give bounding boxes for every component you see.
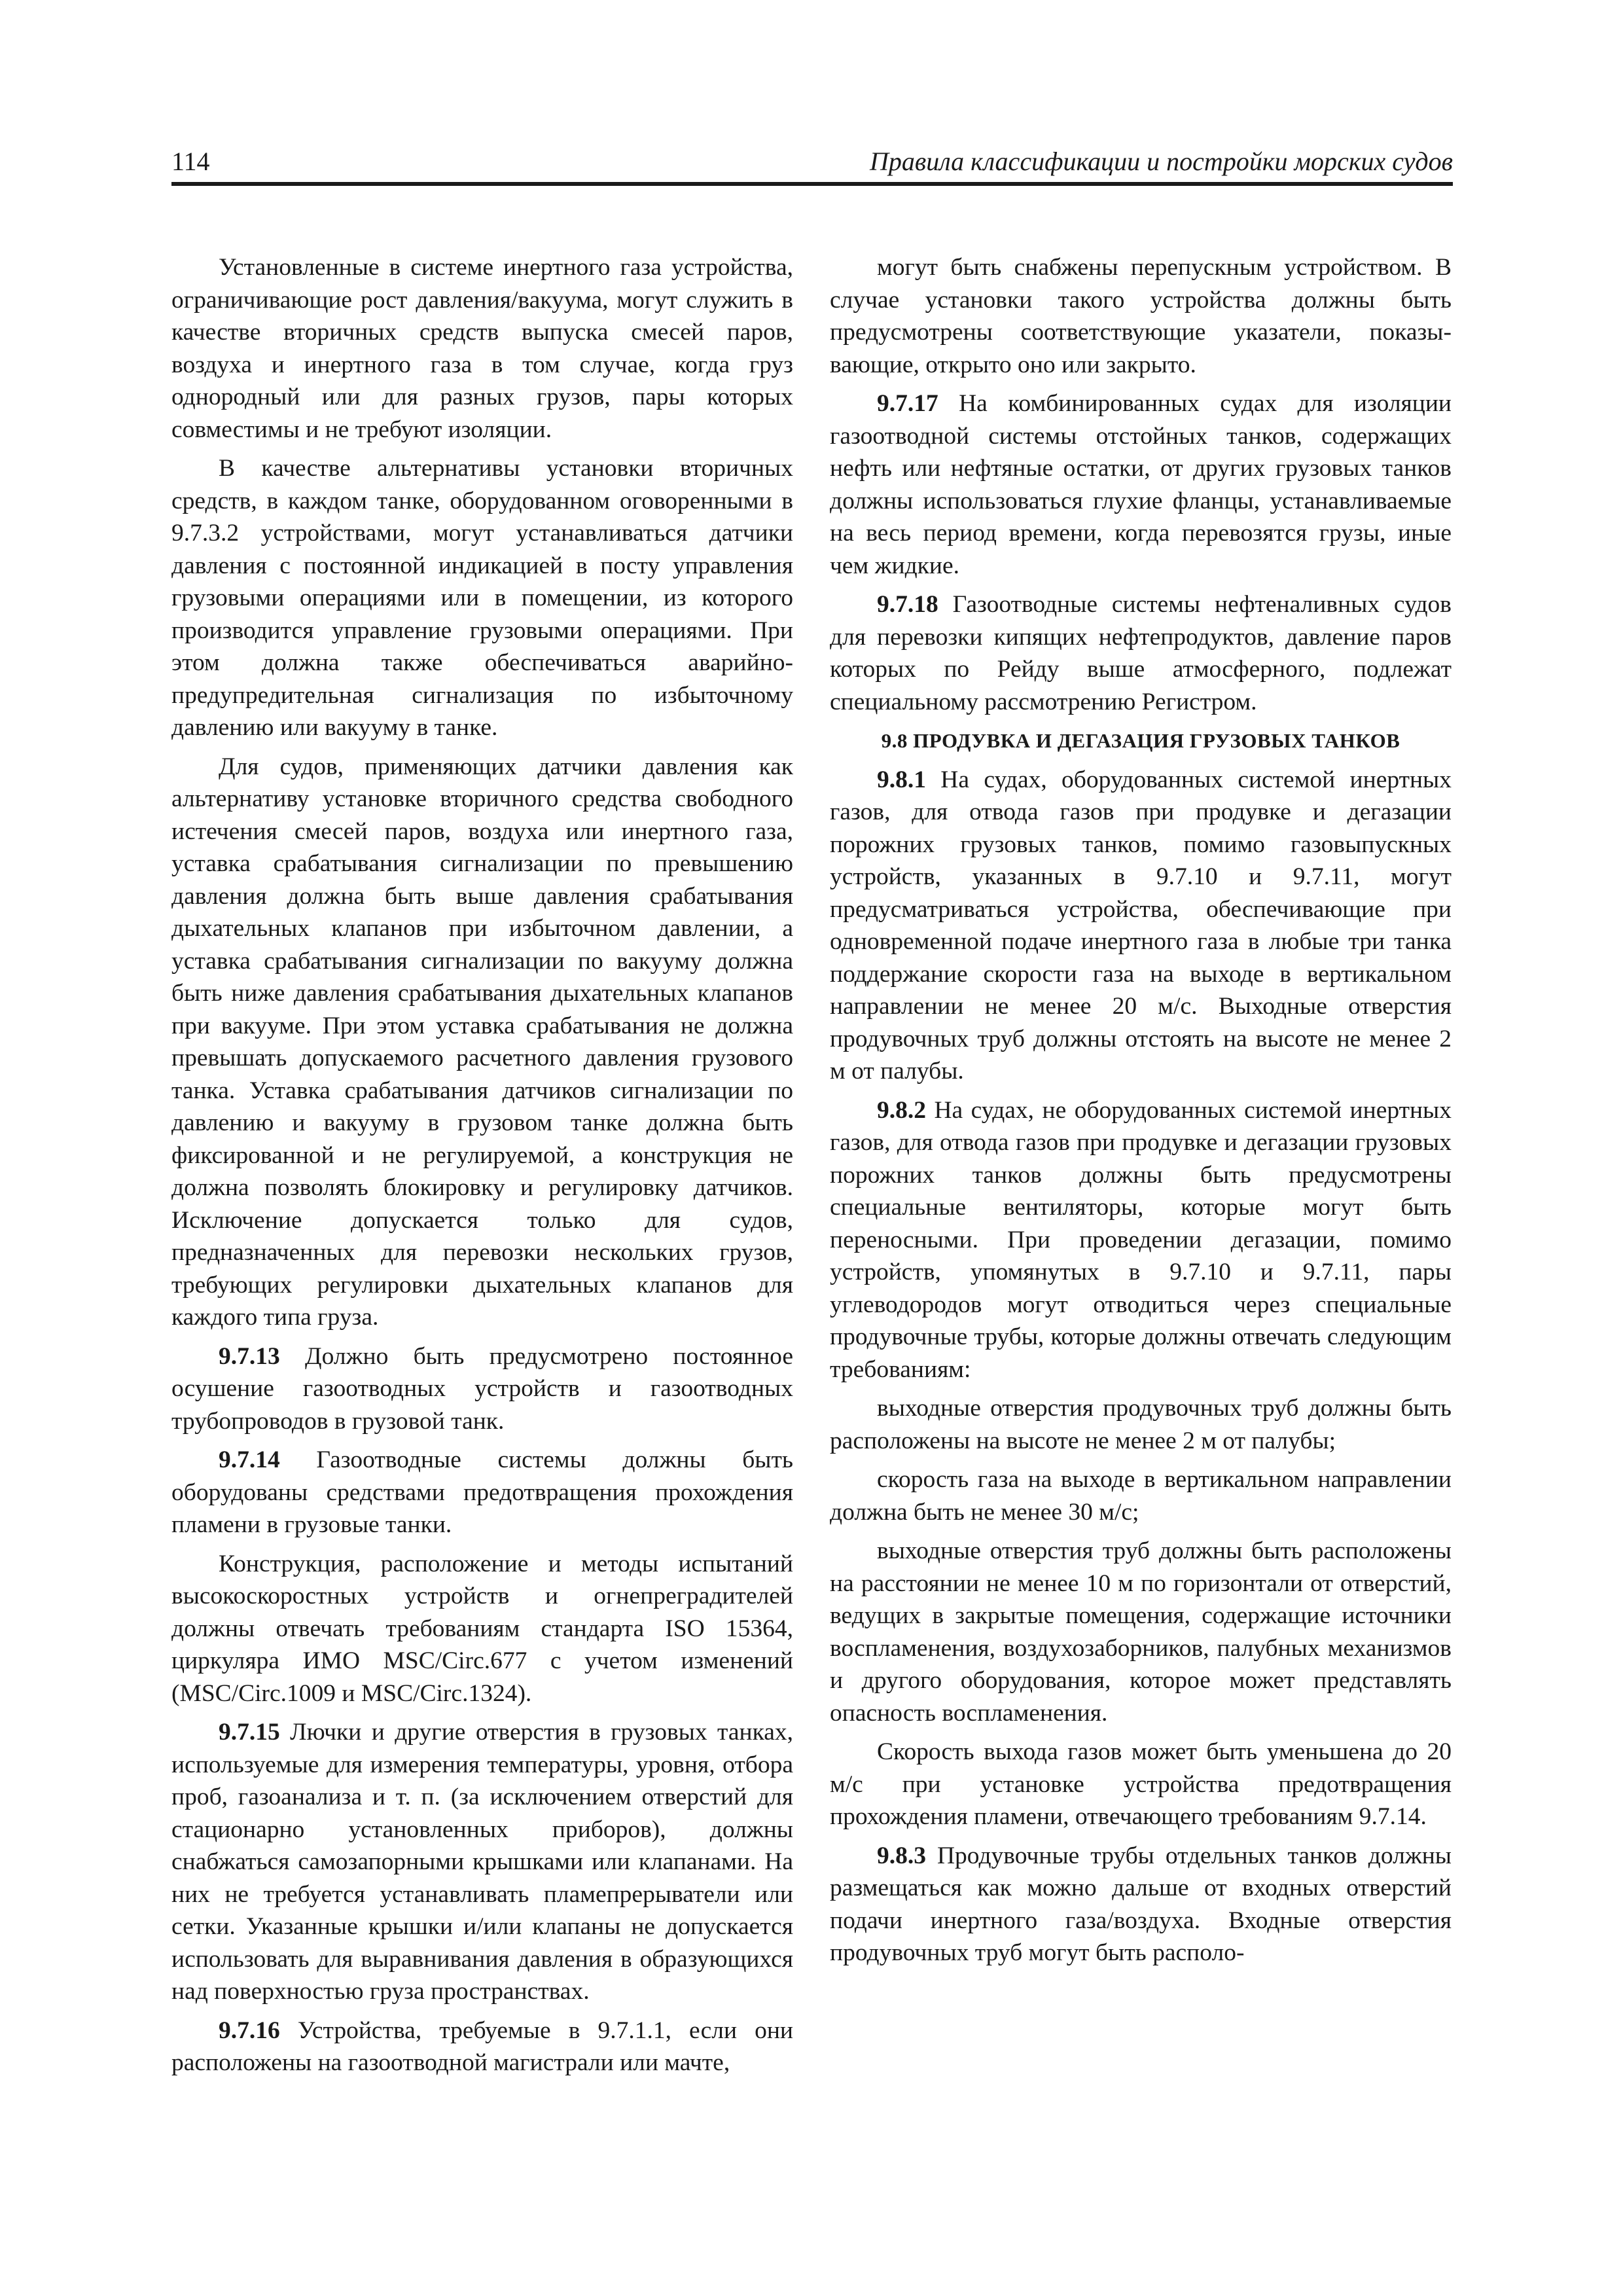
paragraph: Скорость выхода газов может быть уменьшена до 20 м/с при установке устройства предотвращения прохождения пламени, отвечающего требованиям 9.7.14. bbox=[830, 1738, 1452, 1830]
left-column bbox=[171, 251, 793, 2086]
clause-text: Лючки и другие отверстия в грузовых танках, используемые для измерения температуры, уровня, отбора проб, газоанализа и т. п. (за исключением отверстий для стационарно установленных приборов), должны снабжаться самозапорными крышками или клапанами. На них не требуется устанавливать пламепрерыватели или сетки. Указанные крышки и/или клапаны не допускается использовать для выравнивания давления в образующихся над поверхностью груза пространствах. bbox=[171, 1719, 793, 2005]
clause-number: 9.7.18 bbox=[877, 591, 938, 618]
clause-9-7-17 bbox=[830, 387, 1452, 582]
paragraph: Установленные в системе инертного газа устройства, ограничивающие рост давления/вакуума, могут служить в качестве вторичных средств выпуска смесей паров, воздуха и инертного газа в том случае, когда груз однородный или для разных грузов, пары которых совместимы и не требуют изоляции. bbox=[171, 254, 793, 443]
clause-number: 9.8.3 bbox=[877, 1842, 926, 1869]
paragraph: В качестве альтернативы установки вторичных средств, в каждом танке, оборудованном оговоренными в 9.7.3.2 устройствами, могут устанавливаться датчики давления с постоянной индикацией в посту управления грузовыми операциями или в помещении, из которого производится управление грузовыми операциями. При этом должна также обеспечиваться аварийно-предупредительная сигнализация по избыточному давлению или вакууму в танке. bbox=[171, 455, 793, 741]
clause-9-8-2 bbox=[830, 1094, 1452, 1386]
clause-text: Газоотводные системы должны быть оборудованы средствами предотвращения прохождения пламени в грузовые танки. bbox=[171, 1446, 793, 1538]
clause-text: На судах, оборудованных системой инертных газов, для отвода газов при продувке и дегазации порожних грузовых танков, помимо газовыпускных устройств, указанных в 9.7.10 и 9.7.11, могут предусматриваться устройства, обеспечивающие при одновременной подаче инертного газа в любые три танка поддержание скорости газа на выходе в вертикальном направлении не менее 20 м/с. Выходные отверстия продувочных труб должны отстоять на высоте не менее 2 м от палубы. bbox=[830, 766, 1452, 1085]
paragraph: могут быть снабжены перепускным устройством. В случае установки такого устройства должны быть предусмотрены соответствующие указатели, показывающие, открыто оно или закрыто. bbox=[830, 254, 1452, 378]
paragraph: Для судов, применяющих датчики давления как альтернативу установке вторичного средства свободного истечения смесей паров, воздуха или инертного газа, уставка срабатывания сигнализации по превышению давления должна быть выше давления срабатывания дыхательных клапанов при избыточном давлении, а уставка срабатывания сигнализации по вакууму должна быть ниже давления срабатывания дыхательных клапанов при вакууме. При этом уставка срабатывания не должна превышать допускаемого расчетного давления грузового танка. Уставка срабатывания датчиков сигнализации по давлению и вакууму в грузовом танке должна быть фиксированной и не регулируемой, а конструкция не должна позволять блокировку и регулировку датчиков. Исключение допускается только для судов, предназначенных для перевозки нескольких грузов, требующих регулировки дыхательных клапанов для каждого типа груза. bbox=[171, 753, 793, 1331]
running-title: Правила классификации и постройки морских судов bbox=[869, 147, 1453, 176]
clause-9-7-13 bbox=[171, 1340, 793, 1438]
paragraph: Конструкция, расположение и методы испытаний высокоскоростных устройств и огнепреградителей должны отвечать требованиям стандарта ISO 15364, циркуляра ИМО MSC/Circ.677 с учетом изменений (MSC/Circ.1009 и MSC/Circ.1324). bbox=[171, 1550, 793, 1707]
clause-9-7-14 bbox=[171, 1444, 793, 1541]
clause-number: 9.7.13 bbox=[219, 1342, 280, 1370]
clause-text: Продувочные трубы отдельных танков должны размещаться как можно дальше от входных отверстий подачи инертного газа/воздуха. Входные отверстия продувочных труб могут быть располо- bbox=[830, 1842, 1452, 1966]
clause-9-7-15 bbox=[171, 1716, 793, 2008]
clause-9-8-1 bbox=[830, 764, 1452, 1088]
section-heading: 9.8 ПРОДУВКА И ДЕГАЗАЦИЯ ГРУЗОВЫХ ТАНКОВ bbox=[881, 729, 1400, 752]
clause-text: На судах, не оборудованных системой инертных газов, для отвода газов при продувке и дегазации грузовых порожних танков должны быть предусмотрены специальные вентиляторы, которые могут быть переносными. При проведении дегазации, помимо устройств, упомянутых в 9.7.10 и 9.7.11, пары углеводородов могут отводиться через специальные продувочные трубы, которые должны отвечать следующим требованиям: bbox=[830, 1096, 1452, 1383]
clause-number: 9.7.15 bbox=[219, 1719, 280, 1746]
clause-number: 9.8.2 bbox=[877, 1096, 926, 1124]
clause-text: Должно быть предусмотрено постоянное осушение газоотводных устройств и газоотводных трубопроводов в грузовой танк. bbox=[171, 1342, 793, 1435]
requirement-item: выходные отверстия труб должны быть расположены на расстоянии не менее 10 м по горизонтали от отверстий, ведущих в закрытые помещения, содержащие источники воспламенения, воздухозаборников, палубных механизмов и другого оборудования, которое может представлять опасность воспламенения. bbox=[830, 1537, 1452, 1727]
clause-text: Устройства, требуемые в 9.7.1.1, если они расположены на газоотводной магистрали или мачте, bbox=[171, 2017, 793, 2076]
clause-9-7-16 bbox=[171, 2015, 793, 2079]
right-column bbox=[830, 251, 1452, 1976]
page-number: 114 bbox=[171, 147, 210, 176]
clause-number: 9.8.1 bbox=[877, 766, 926, 793]
page-header bbox=[171, 143, 1453, 186]
requirement-item: выходные отверстия продувочных труб должны быть расположены на высоте не менее 2 м от палубы; bbox=[830, 1395, 1452, 1454]
clause-text: На комбинированных судах для изоляции газоотводной системы отстойных танков, содержащих нефть или нефтяные остатки, от других грузовых танков должны использоваться глухие фланцы, устанавливаемые на весь период времени, когда перевозятся грузы, иные чем жидкие. bbox=[830, 390, 1452, 579]
clause-number: 9.7.14 bbox=[219, 1446, 280, 1473]
clause-number: 9.7.16 bbox=[219, 2017, 280, 2044]
clause-9-8-3 bbox=[830, 1840, 1452, 1969]
requirement-item: скорость газа на выходе в вертикальном направлении должна быть не менее 30 м/с; bbox=[830, 1466, 1452, 1526]
clause-number: 9.7.17 bbox=[877, 390, 938, 417]
clause-text: Газоотводные системы нефтеналивных судов для перевозки кипящих нефтепродуктов, давление паров которых по Рейду выше атмосферного, подлежат специальному рассмотрению Регистром. bbox=[830, 591, 1452, 715]
clause-9-7-18 bbox=[830, 588, 1452, 718]
